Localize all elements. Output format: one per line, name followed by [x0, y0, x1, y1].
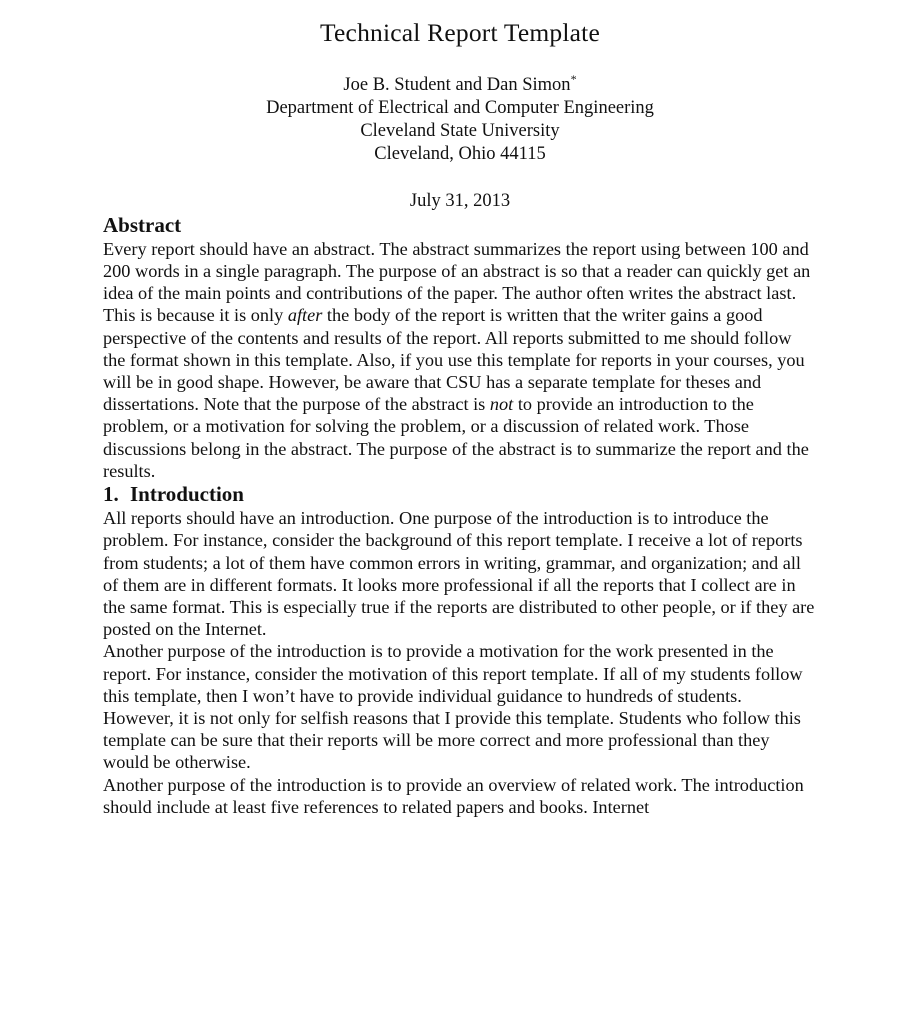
author-names: Joe B. Student and Dan Simon	[343, 74, 571, 95]
affiliation-department: Department of Electrical and Computer Engineering	[266, 97, 654, 118]
affiliation-city: Cleveland, Ohio 44115	[374, 143, 546, 164]
introduction-heading-label: Introduction	[130, 482, 244, 507]
page-title: Technical Report Template	[320, 18, 600, 47]
author-names-line	[103, 71, 817, 97]
abstract-text-part-3: to provide an introduction to the problem, or a motivation for solving the problem, or a discussion of related work. Those discussions belong in the abstract. The purpose of the abstract is to summarize the report and the results.	[103, 394, 809, 481]
abstract-heading: Abstract	[103, 212, 182, 237]
document-date: July 31, 2013	[409, 190, 511, 211]
abstract-text-part-1: Every report should have an abstract. The abstract summarizes the report using between 100 and 200 words in a single paragraph. The purpose of an abstract is so that a reader can quickly get an idea of the main points and contributions of the paper. The author often writes the abstract last. This is because it is only	[103, 238, 811, 326]
abstract-emphasis-not: not	[489, 394, 514, 415]
introduction-heading	[103, 482, 817, 507]
abstract-paragraph	[103, 238, 817, 482]
footnote-mark: *	[570, 71, 577, 86]
introduction-paragraph-1: All reports should have an introduction. One purpose of the introduction is to introduce the problem. For instance, consider the background of this report template. I receive a lot of reports from students; a lot of them have common errors in writing, grammar, and organization; and all of them are in different formats. It looks more professional if all the reports that I collect are in the same format. This is especially true if the reports are distributed to other people, or if they are posted on the Internet.	[103, 508, 815, 640]
abstract-text-part-2: the body of the report is written that the writer gains a good perspective of the contents and results of the report. All reports submitted to me should follow the format shown in this template. Also, if you use this template for reports in your courses, you will be in good shape. However, be aware that CSU has a separate template for theses and dissertations. Note that the purpose of the abstract is	[103, 305, 805, 415]
introduction-paragraph-2: Another purpose of the introduction is to provide a motivation for the work presented in the report. For instance, consider the motivation of this report template. If all of my students follow this template, then I won’t have to provide individual guidance to hundreds of students. However, it is not only for selfish reasons that I provide this template. Students who follow this template can be sure that their reports will be more correct and more professional than they would be otherwise.	[103, 641, 803, 773]
affiliation-university: Cleveland State University	[360, 120, 560, 141]
introduction-section-number: 1.	[103, 482, 119, 507]
abstract-emphasis-after: after	[287, 305, 323, 326]
document-content	[103, 0, 817, 818]
introduction-paragraph-3: Another purpose of the introduction is to provide an overview of related work. The introduction should include at least five references to related papers and books. Internet	[103, 774, 804, 817]
author-block	[103, 71, 817, 166]
